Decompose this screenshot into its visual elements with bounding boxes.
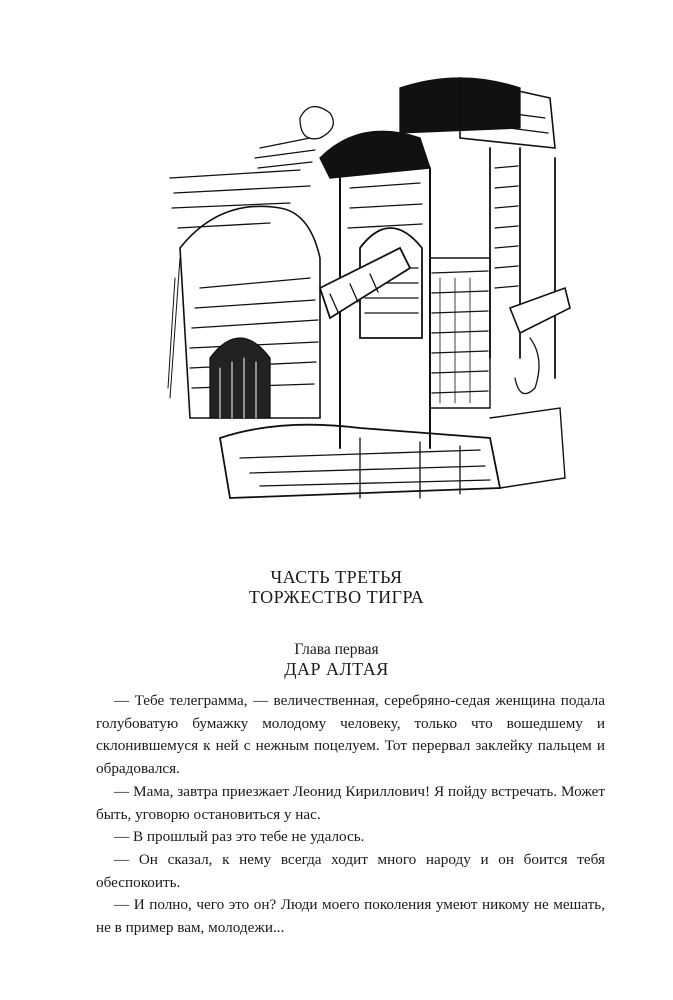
paragraph: — Мама, завтра приезжает Леонид Кириллович! Я пойду встречать. Может быть, уговорю остановиться у нас. <box>96 782 605 823</box>
chapter-label: Глава первая <box>294 641 379 658</box>
architectural-sketch-illustration <box>160 58 580 528</box>
paragraph: — И полно, чего это он? Люди моего поколения умеют никому не мешать, не в пример вам, молодежи... <box>96 896 605 937</box>
part-title: ТОРЖЕСТВО ТИГРА <box>248 587 425 607</box>
chapter-title: ДАР АЛТАЯ <box>284 659 389 679</box>
body-text <box>96 690 605 940</box>
part-label: ЧАСТЬ ТРЕТЬЯ <box>270 567 403 587</box>
paragraph: — В прошлый раз это тебе не удалось. <box>114 828 365 846</box>
paragraph: — Тебе телеграмма, — величественная, серебряно-седая женщина подала голубоватую бумажку молодому человеку, только что вошедшему и склонившемуся к ней с нежным поцелуем. Тот перервал заклейку пальцем и обрадовался. <box>96 692 605 778</box>
paragraph: — Он сказал, к нему всегда ходит много народу и он боится тебя обеспокоить. <box>96 850 605 891</box>
